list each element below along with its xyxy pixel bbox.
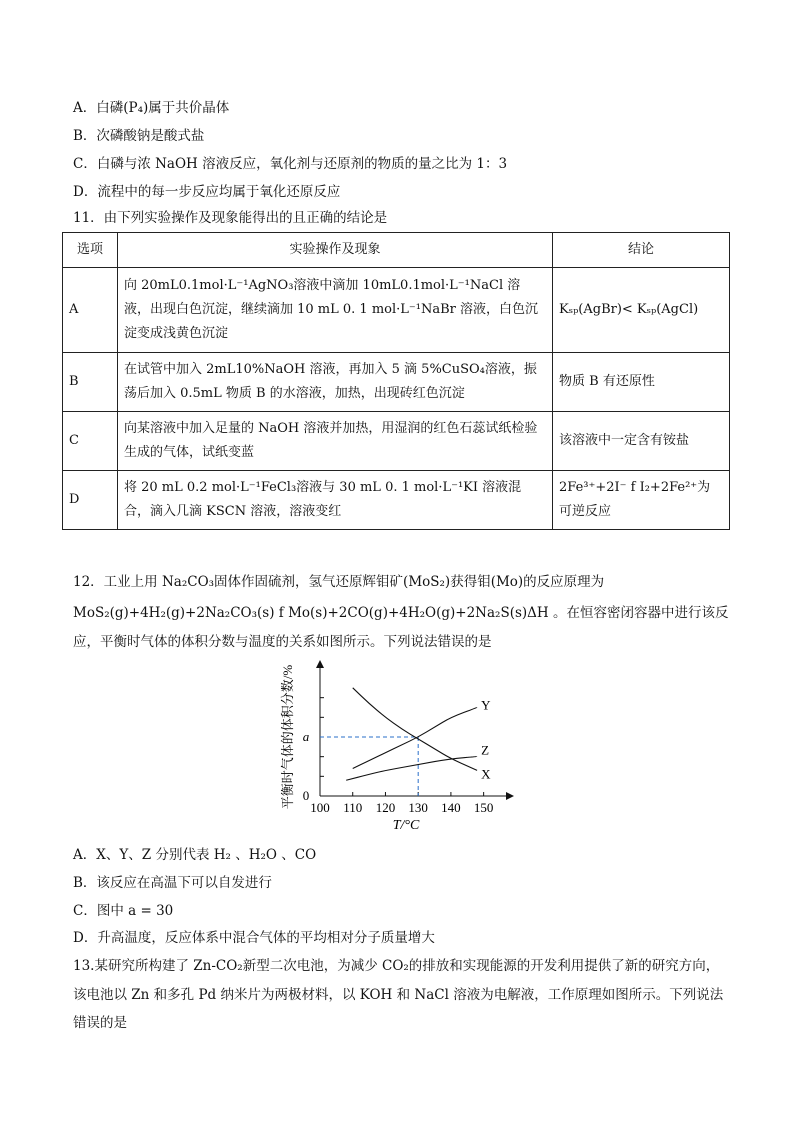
x-axis-label: T/°C [392, 818, 420, 833]
q10-option-b: B．次磷酸钠是酸式盐 [73, 128, 205, 144]
q13-line1: 13.某研究所构建了 Zn-CO₂新型二次电池，为减少 CO₂的排放和实现能源的开发利用提供了新的研究方向， [73, 958, 720, 974]
series-line-Z [346, 757, 477, 781]
row-operation: 将 20 mL 0.2 mol·L⁻¹FeCl₃溶液与 30 mL 0. 1 mol·L⁻¹KI 溶液混合，滴入几滴 KSCN 溶液，溶液变红 [118, 471, 553, 530]
row-conclusion: 物质 B 有还原性 [553, 353, 730, 412]
y-axis-label: 平衡时气体的体积分数/% [280, 664, 295, 810]
q12-option-d: D．升高温度，反应体系中混合气体的平均相对分子质量增大 [73, 930, 435, 946]
q12-stem-line1: 12．工业上用 Na₂CO₃固体作固硫剂，氢气还原辉钼矿(MoS₂)获得钼(Mo)的反应原理为 [73, 574, 605, 590]
series-line-Y [353, 708, 477, 769]
header-conclusion: 结论 [553, 233, 730, 268]
row-operation: 向某溶液中加入足量的 NaOH 溶液并加热，用湿润的红色石蕊试纸检验生成的气体，试纸变蓝 [118, 412, 553, 471]
row-option: C [63, 412, 118, 471]
q12-stem-line3: 应，平衡时气体的体积分数与温度的关系如图所示。下列说法错误的是 [73, 634, 492, 650]
header-option: 选项 [63, 233, 118, 268]
q10-option-c: C．白磷与浓 NaOH 溶液反应，氧化剂与还原剂的物质的量之比为 1：3 [73, 156, 508, 172]
q10-option-d: D．流程中的每一步反应均属于氧化还原反应 [73, 184, 341, 200]
equilibrium-chart [278, 658, 518, 834]
q10-option-a: A．白磷(P₄)属于共价晶体 [73, 100, 230, 116]
x-tick-label: 140 [441, 800, 461, 815]
q11-table [62, 232, 730, 530]
q12-option-c: C．图中 a = 30 [73, 903, 174, 919]
row-option: D [63, 471, 118, 530]
table-header-row [63, 233, 730, 268]
row-conclusion: Kₛₚ(AgBr)< Kₛₚ(AgCl) [553, 268, 730, 353]
table-row [63, 268, 730, 353]
y-tick-label-zero: 0 [302, 788, 310, 803]
row-conclusion: 该溶液中一定含有铵盐 [553, 412, 730, 471]
table-row [63, 353, 730, 412]
x-tick-label: 110 [343, 800, 363, 815]
q13-line3: 错误的是 [73, 1015, 127, 1031]
table-row [63, 471, 730, 530]
x-tick-label: 120 [375, 800, 396, 815]
table-row [63, 412, 730, 471]
row-operation: 向 20mL0.1mol·L⁻¹AgNO₃溶液中滴加 10mL0.1mol·L⁻¹NaCl 溶液，出现白色沉淀，继续滴加 10 mL 0. 1 mol·L⁻¹NaBr 溶液，白色沉淀变成浅黄色沉淀 [118, 268, 553, 353]
row-option: A [63, 268, 118, 353]
q13-line2: 该电池以 Zn 和多孔 Pd 纳米片为两极材料，以 KOH 和 NaCl 溶液为电解液，工作原理如图所示。下列说法 [73, 987, 724, 1003]
x-tick-label: 150 [473, 800, 494, 815]
y-tick-label-a: a [302, 729, 310, 744]
q11-stem: 11．由下列实验操作及现象能得出的且正确的结论是 [73, 210, 388, 226]
x-tick-label: 100 [310, 800, 330, 815]
row-option: B [63, 353, 118, 412]
header-operation: 实验操作及现象 [118, 233, 553, 268]
row-operation: 在试管中加入 2mL10%NaOH 溶液，再加入 5 滴 5%CuSO₄溶液，振荡后加入 0.5mL 物质 B 的水溶液，加热，出现砖红色沉淀 [118, 353, 553, 412]
series-label-Y: Y [481, 697, 491, 713]
series-label-X: X [481, 766, 491, 782]
q12-option-b: B．该反应在高温下可以自发进行 [73, 875, 272, 891]
row-conclusion: 2Fe³⁺+2I⁻ f I₂+2Fe²⁺为可逆反应 [553, 471, 730, 530]
series-label-Z: Z [481, 742, 490, 758]
q12-option-a: A．X、Y、Z 分别代表 H₂ 、H₂O 、CO [73, 847, 317, 863]
x-tick-label: 130 [408, 800, 428, 815]
q12-equation: MoS₂(g)+4H₂(g)+2Na₂CO₃(s) f Mo(s)+2CO(g)+4H₂O(g)+2Na₂S(s)ΔH 。在恒容密闭容器中进行该反 [73, 605, 729, 621]
